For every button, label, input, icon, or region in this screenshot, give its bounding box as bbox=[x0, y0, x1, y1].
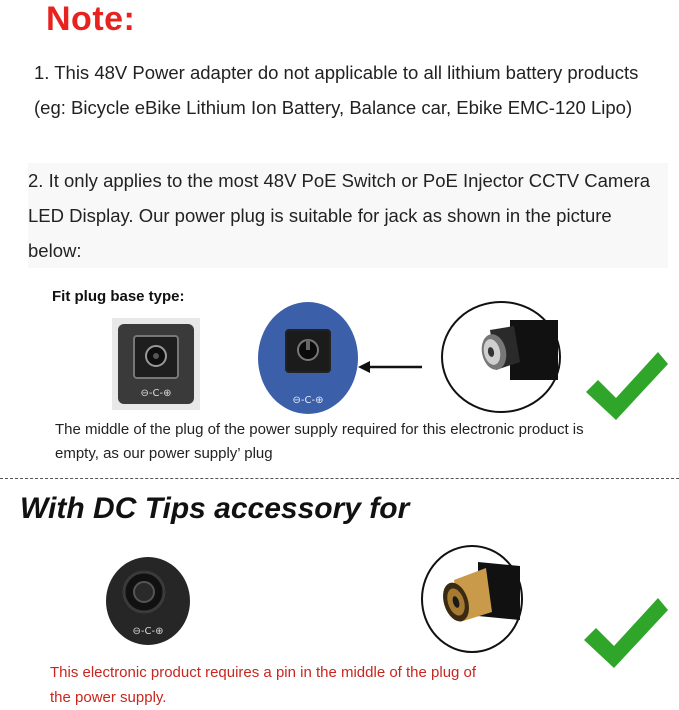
dc-jack-blue-icon bbox=[256, 300, 360, 416]
svg-text:⊖-C-⊕: ⊖-C-⊕ bbox=[292, 395, 324, 406]
dc-tips-heading: With DC Tips accessory for bbox=[20, 492, 410, 525]
fit-plug-label: Fit plug base type: bbox=[52, 288, 185, 305]
dc-jack-gray-icon bbox=[112, 318, 200, 410]
dc-socket-pin-icon bbox=[104, 556, 192, 646]
svg-text:⊖-C-⊕: ⊖-C-⊕ bbox=[132, 626, 164, 637]
dashed-divider bbox=[0, 478, 679, 479]
arrow-left-icon bbox=[358, 360, 424, 374]
note-paragraph-2: 2. It only applies to the most 48V PoE Switch or PoE Injector CCTV Camera LED Display. Our power plug is suitable for jack as shown in the picture below: bbox=[28, 163, 668, 268]
barrel-plug-hollow-icon bbox=[440, 300, 562, 414]
note-title: Note: bbox=[46, 0, 136, 38]
check-mark-icon bbox=[582, 596, 670, 670]
check-mark-icon bbox=[584, 350, 670, 422]
barrel-plug-tip-icon bbox=[420, 544, 524, 654]
svg-text:⊖-C-⊕: ⊖-C-⊕ bbox=[140, 388, 172, 399]
caption-pin-plug: This electronic product requires a pin in the middle of the plug of the power supply. bbox=[50, 664, 477, 706]
note-paragraph-1: 1. This 48V Power adapter do not applicable to all lithium battery products (eg: Bicycle eBike Lithium Ion Battery, Balance car, Ebike EMC-120 Lipo) bbox=[34, 62, 639, 118]
caption-hollow-plug: The middle of the plug of the power supply required for this electronic product is empty, as our power supply’ plug bbox=[55, 421, 584, 462]
